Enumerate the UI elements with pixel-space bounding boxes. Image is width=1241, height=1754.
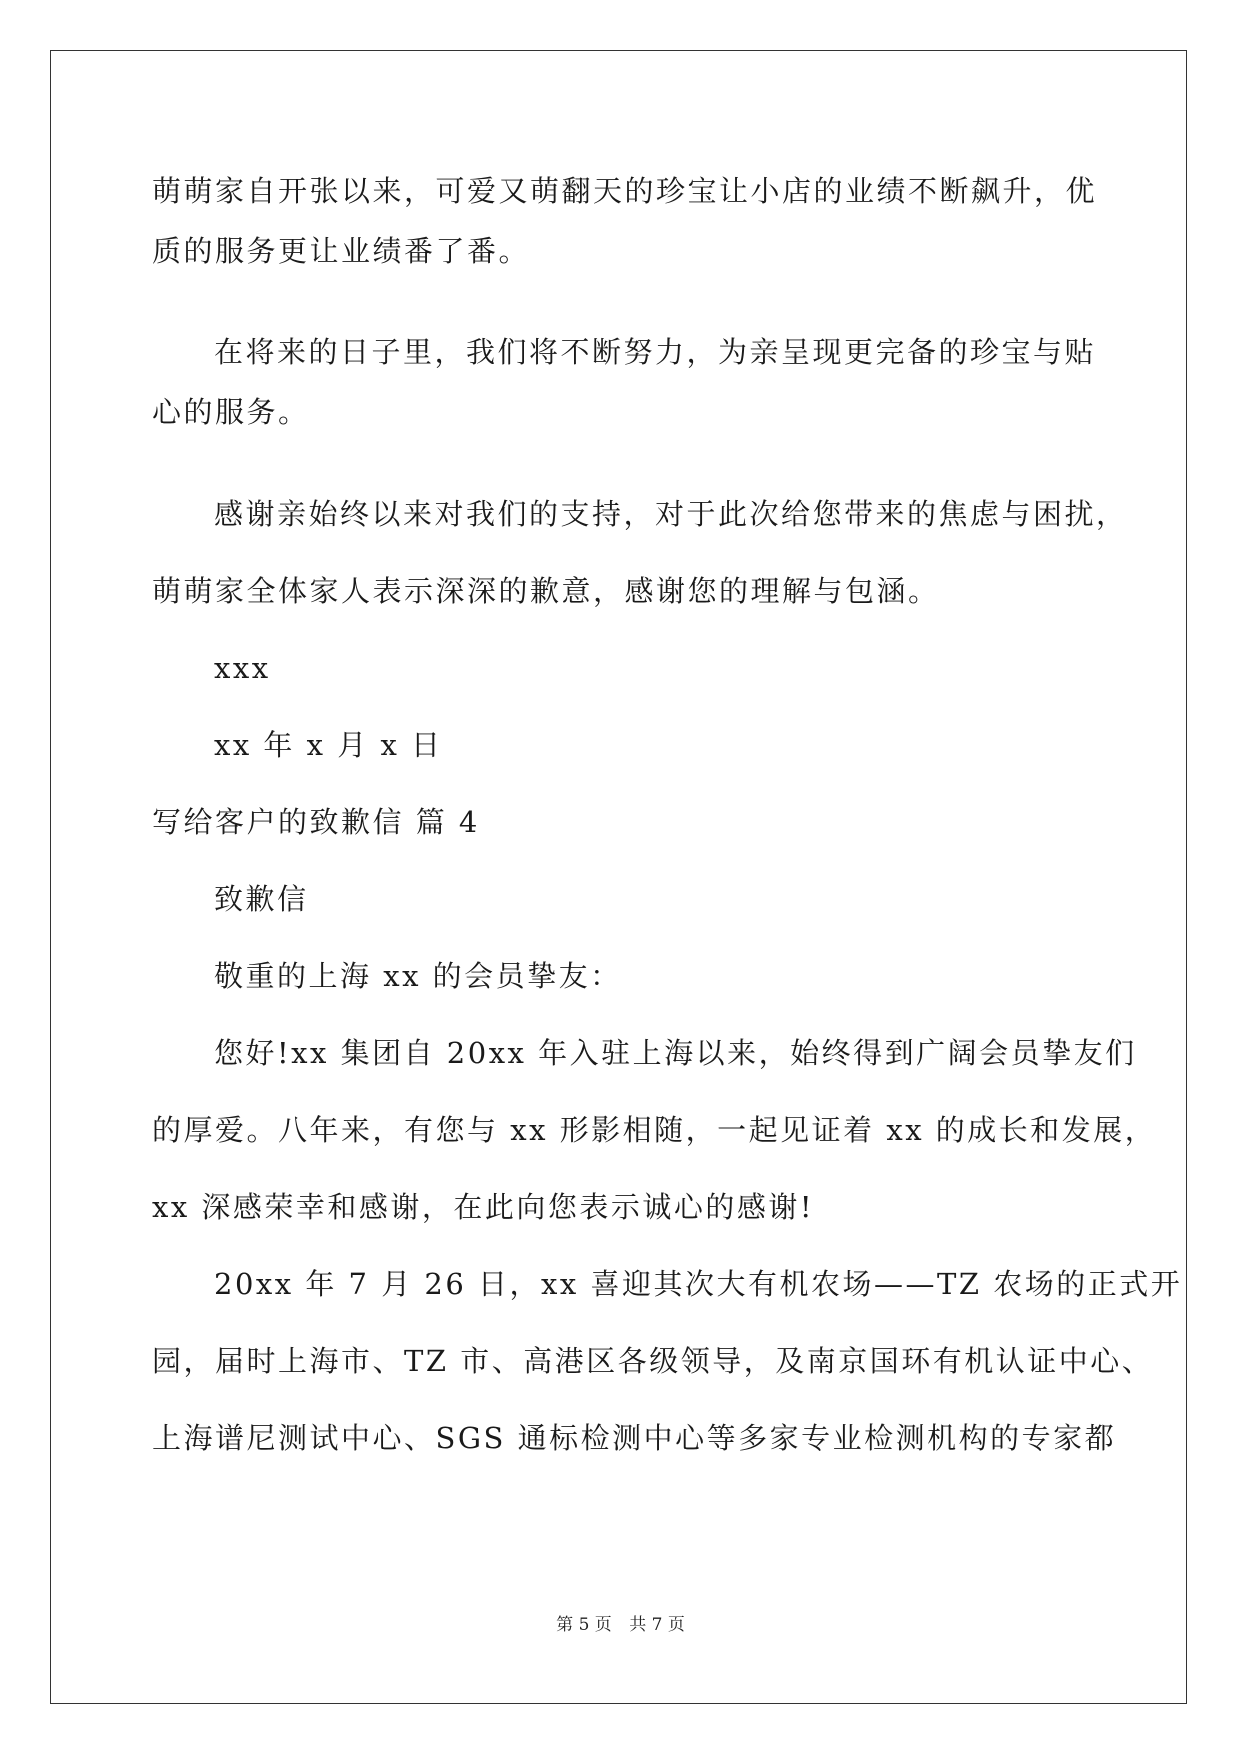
paragraph-line: 您好!xx 集团自 20xx 年入驻上海以来，始终得到广阔会员挚友们 (214, 1036, 1137, 1070)
page-number-current: 第 5 页 (556, 1615, 612, 1635)
paragraph-line: 心的服务。 (152, 395, 310, 429)
paragraph-line: 在将来的日子里，我们将不断努力，为亲呈现更完备的珍宝与贴 (214, 335, 1097, 369)
paragraph-line: 萌萌家全体家人表示深深的歉意，感谢您的理解与包涵。 (152, 574, 940, 608)
salutation: 敬重的上海 xx 的会员挚友： (214, 959, 622, 993)
paragraph-line: 质的服务更让业绩番了番。 (152, 234, 531, 268)
paragraph-line: xx 深感荣幸和感谢，在此向您表示诚心的感谢! (152, 1190, 815, 1224)
page-number-total: 共 7 页 (629, 1615, 685, 1635)
signature-name: xxx (214, 651, 271, 685)
paragraph-line: 的厚爱。八年来，有您与 xx 形影相随，一起见证着 xx 的成长和发展， (152, 1113, 1157, 1147)
paragraph-line: 萌萌家自开张以来，可爱又萌翻天的珍宝让小店的业绩不断飙升，优 (152, 174, 1098, 208)
paragraph-line: 20xx 年 7 月 26 日，xx 喜迎其次大有机农场——TZ 农场的正式开 (214, 1267, 1183, 1301)
paragraph-line: 上海谱尼测试中心、SGS 通标检测中心等多家专业检测机构的专家都 (152, 1421, 1117, 1455)
section-heading: 写给客户的致歉信 篇 4 (152, 805, 480, 839)
paragraph-line: 感谢亲始终以来对我们的支持，对于此次给您带来的焦虑与困扰， (214, 497, 1128, 531)
letter-title: 致歉信 (214, 882, 309, 916)
page-footer (0, 1610, 1241, 1635)
signature-date: xx 年 x 月 x 日 (214, 728, 443, 762)
paragraph-line: 园，届时上海市、TZ 市、高港区各级领导，及南京国环有机认证中心、 (152, 1344, 1154, 1378)
